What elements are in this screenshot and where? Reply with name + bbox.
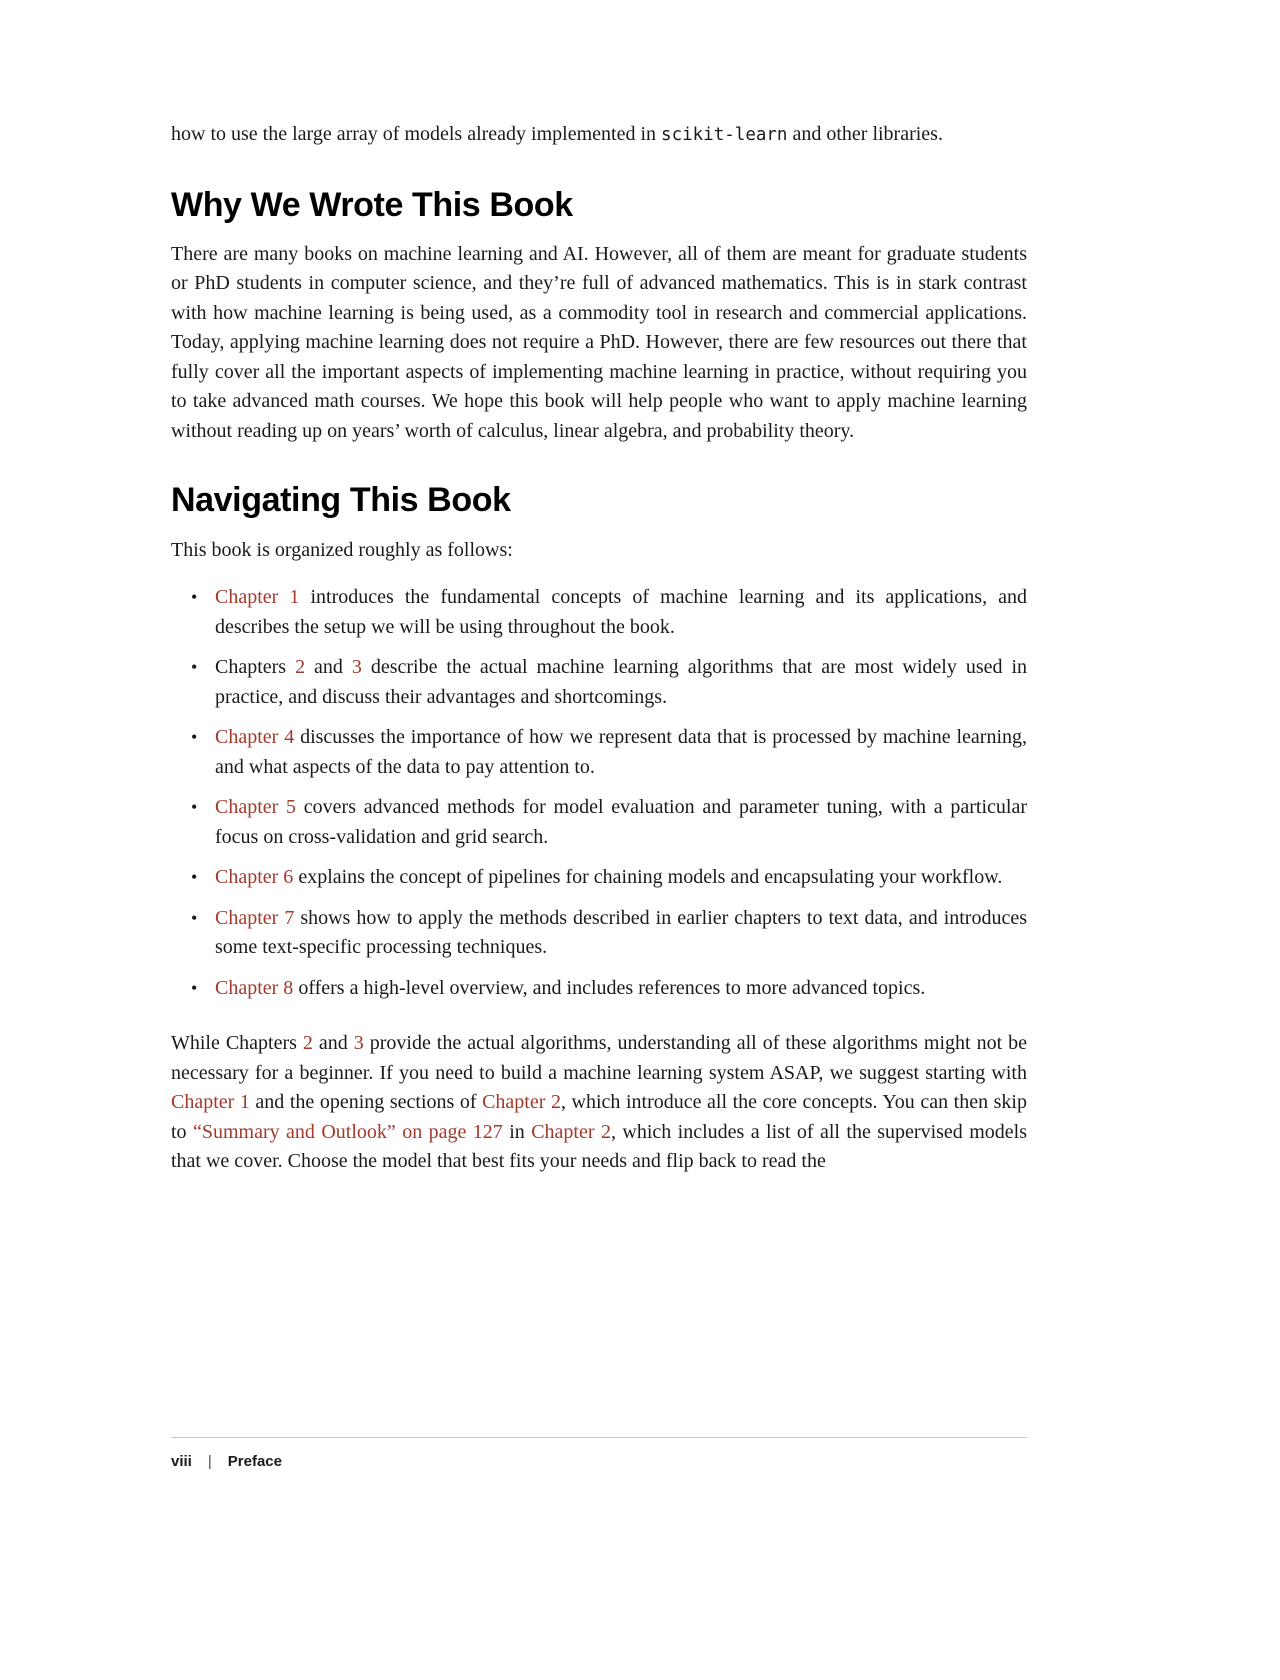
text-run: introduces the fundamental concepts of machine learning and its applications, and describes the setup we will be using throughout the book. [215,586,1028,638]
bullet-item [215,653,1027,712]
cross-reference-link[interactable]: 3 [353,1032,364,1055]
text-run: While Chapters [171,1032,303,1055]
text-run: how to use the large array of models already implemented in [171,123,662,145]
cross-reference-link[interactable]: Chapter 1 [215,586,300,609]
text-run: explains the concept of pipelines for chaining models and encapsulating your workflow. [293,866,1003,889]
text-run: shows how to apply the methods described in earlier chapters to text data, and introduces some text-specific processing techniques. [215,906,1028,959]
cross-reference-link[interactable]: Chapter 2 [482,1091,561,1114]
bullet-item [215,723,1027,782]
cross-reference-link[interactable]: Chapter 2 [531,1120,611,1143]
text-run: and [305,656,352,679]
text-run: discusses the importance of how we represent data that is processed by machine learning, and what aspects of the data to pay attention to. [215,726,1027,778]
text-run: and other libraries. [787,123,943,145]
cross-reference-link[interactable]: Chapter 4 [215,726,295,749]
cross-reference-link[interactable]: 2 [295,656,306,679]
section-heading: Navigating This Book [171,481,511,520]
bullet-list [171,583,1027,1003]
text-run: , which introduce all the core concepts. You can then skip to [171,1091,1027,1143]
bullet-item [215,793,1027,852]
paragraph [171,120,1027,151]
paragraph [171,536,1027,566]
cross-reference-link[interactable]: “Summary and Outlook” on page 127 [192,1120,503,1143]
cross-reference-link[interactable]: Chapter 6 [215,866,294,889]
cross-reference-link[interactable]: Chapter 1 [171,1091,250,1114]
text-run: in [502,1120,532,1143]
bullet-item [215,583,1027,642]
footer-separator: | [207,1453,212,1470]
page-footer [171,1437,1027,1470]
text-run: There are many books on machine learning and AI. However, all of them are meant for graduate students or PhD students in computer science, and they’re full of advanced mathematics. This is in stark contrast with how machine learning is being used, as a commodity tool in research and commercial applications. Today, applying machine learning does not require a PhD. However, there are few resources out there that fully cover all the important aspects of implementing machine learning in practice, without requiring you to take advanced math courses. We hope this book will help people who want to apply machine learning without reading up on years’ worth of calculus, linear algebra, and probability theory. [171,242,1027,442]
page-content [171,120,1027,1187]
text-run: and the opening sections of [249,1091,483,1114]
text-run: Chapters [215,656,296,679]
text-run: and [312,1032,354,1055]
bullet-item [215,863,1027,893]
paragraph [171,1029,1027,1177]
cross-reference-link[interactable]: 2 [302,1032,313,1055]
text-run: , which includes a list of all the supervised models that we cover. Choose the model that best fits your needs and flip back to read the [171,1120,1027,1173]
cross-reference-link[interactable]: Chapter 7 [215,906,295,929]
cross-reference-link[interactable]: Chapter 8 [215,976,294,999]
bullet-item [215,974,1027,1004]
bullet-item [215,904,1027,963]
section-heading: Why We Wrote This Book [171,185,573,224]
text-run: offers a high-level overview, and includes references to more advanced topics. [293,976,926,999]
text-run: provide the actual algorithms, understanding all of these algorithms might not be necessary for a beginner. If you need to build a machine learning system ASAP, we suggest starting with [171,1032,1027,1084]
text-run: This book is organized roughly as follows: [171,538,513,561]
text-run: covers advanced methods for model evaluation and parameter tuning, with a particular focus on cross-validation and grid search. [215,796,1028,848]
footer-section-title: Preface [227,1453,282,1470]
page-number: viii [171,1453,192,1470]
text-run: describe the actual machine learning algorithms that are most widely used in practice, and discuss their advantages and shortcomings. [215,656,1028,708]
inline-code: scikit-learn [661,125,788,145]
cross-reference-link[interactable]: Chapter 5 [215,796,297,819]
paragraph [171,240,1027,447]
cross-reference-link[interactable]: 3 [351,656,362,679]
